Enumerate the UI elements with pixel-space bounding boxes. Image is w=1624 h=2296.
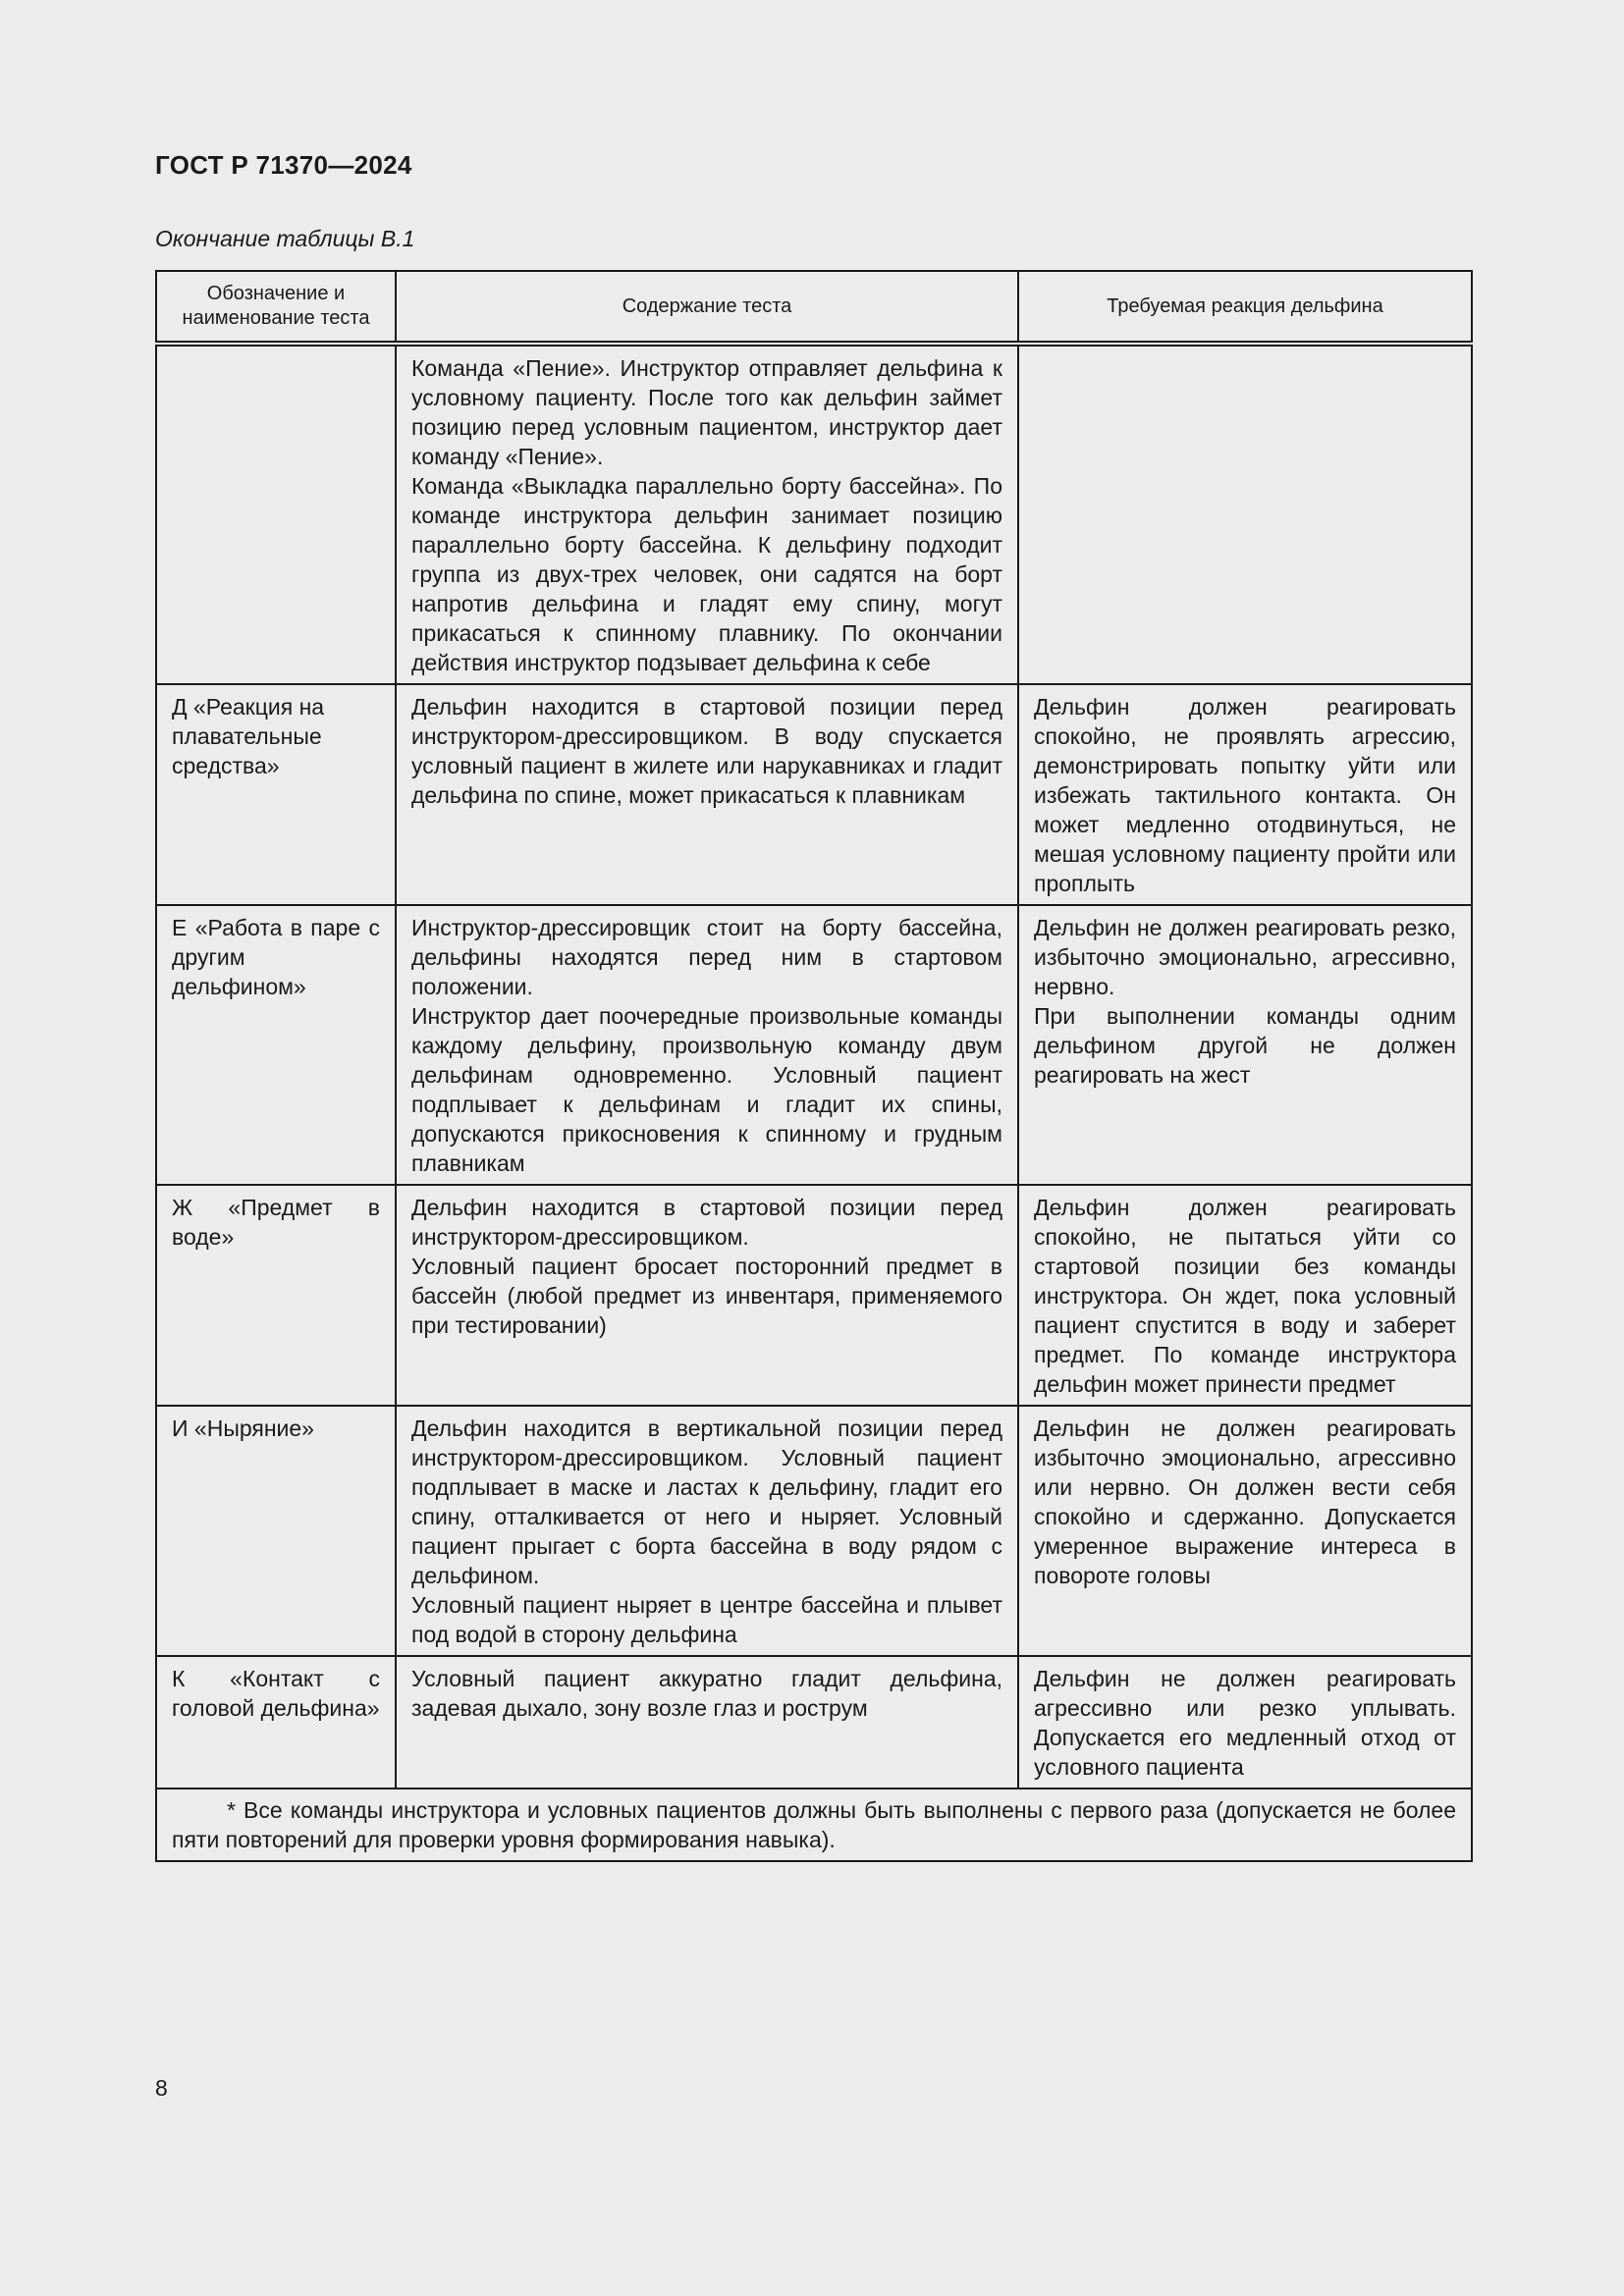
test-name-cell: Д «Реакция на плавательные средства» bbox=[156, 684, 396, 905]
test-name-cell: К «Контакт с головой дельфина» bbox=[156, 1656, 396, 1789]
reaction-paragraph: Дельфин не должен реагировать агрессивно или резко уплывать. Допускается его медленный отход от условного пациента bbox=[1034, 1666, 1456, 1780]
test-content-cell bbox=[396, 1185, 1018, 1406]
test-reaction-cell bbox=[1018, 1185, 1472, 1406]
table-header-row bbox=[156, 271, 1472, 344]
content-paragraph: Команда «Выкладка параллельно борту бассейна». По команде инструктора дельфин занимает позицию параллельно борту бассейна. К дельфину подходит группа из двух-трех человек, они садятся на борт напротив дельфина и гладят ему спину, могут прикасаться к спинному плавнику. По окончании действия инструктор подзывает дельфина к себе bbox=[411, 473, 1002, 675]
test-content-cell bbox=[396, 905, 1018, 1185]
reaction-paragraph: Дельфин должен реагировать спокойно, не проявлять агрессию, демонстрировать попытку уйти или избежать тактильного контакта. Он может медленно отодвинуться, не мешая условному пациенту пройти или проплыть bbox=[1034, 694, 1456, 896]
test-reaction-cell bbox=[1018, 1656, 1472, 1789]
test-name-cell: И «Ныряние» bbox=[156, 1406, 396, 1656]
table-row bbox=[156, 905, 1472, 1185]
test-name-cell: Е «Работа в паре с другим дельфином» bbox=[156, 905, 396, 1185]
test-content-cell bbox=[396, 344, 1018, 684]
content-paragraph: Дельфин находится в стартовой позиции перед инструктором-дрессировщиком. В воду спускается условный пациент в жилете или нарукавниках и гладит дельфина по спине, может прикасаться к плавникам bbox=[411, 694, 1002, 808]
page-number: 8 bbox=[155, 2075, 168, 2101]
table-row bbox=[156, 1656, 1472, 1789]
table-row bbox=[156, 1185, 1472, 1406]
test-reaction-cell bbox=[1018, 905, 1472, 1185]
content-paragraph: Дельфин находится в стартовой позиции перед инструктором-дрессировщиком. bbox=[411, 1195, 1002, 1250]
table-footnote: * Все команды инструктора и условных пациентов должны быть выполнены с первого раза (допускается не более пяти повторений для проверки уровня формирования навыка). bbox=[156, 1789, 1472, 1861]
content-paragraph: Условный пациент ныряет в центре бассейна и плывет под водой в сторону дельфина bbox=[411, 1592, 1002, 1647]
test-reaction-cell bbox=[1018, 684, 1472, 905]
document-header: ГОСТ Р 71370—2024 bbox=[155, 150, 412, 180]
test-reaction-cell bbox=[1018, 344, 1472, 684]
test-reaction-cell bbox=[1018, 1406, 1472, 1656]
tests-table bbox=[155, 270, 1473, 1862]
content-paragraph: Условный пациент аккуратно гладит дельфина, задевая дыхало, зону возле глаз и рострум bbox=[411, 1666, 1002, 1721]
content-paragraph: Команда «Пение». Инструктор отправляет дельфина к условному пациенту. После того как дельфин займет позицию перед условным пациентом, инструктор дает команду «Пение». bbox=[411, 355, 1002, 469]
footnote-row bbox=[156, 1789, 1472, 1861]
table-row bbox=[156, 684, 1472, 905]
test-content-cell bbox=[396, 684, 1018, 905]
reaction-paragraph: Дельфин не должен реагировать резко, избыточно эмоционально, агрессивно, нервно. bbox=[1034, 915, 1456, 999]
test-name-cell: Ж «Предмет в воде» bbox=[156, 1185, 396, 1406]
content-paragraph: Условный пациент бросает посторонний предмет в бассейн (любой предмет из инвентаря, применяемого при тестировании) bbox=[411, 1254, 1002, 1338]
test-content-cell bbox=[396, 1656, 1018, 1789]
table-row bbox=[156, 1406, 1472, 1656]
column-header-content: Содержание теста bbox=[396, 271, 1018, 344]
test-name-cell bbox=[156, 344, 396, 684]
content-paragraph: Инструктор-дрессировщик стоит на борту бассейна, дельфины находятся перед ним в стартовом положении. bbox=[411, 915, 1002, 999]
content-paragraph: Инструктор дает поочередные произвольные команды каждому дельфину, произвольную команду двум дельфинам одновременно. Условный пациент подплывает к дельфинам и гладит их спины, допускаются прикосновения к спинному и грудным плавникам bbox=[411, 1003, 1002, 1176]
reaction-paragraph: При выполнении команды одним дельфином другой не должен реагировать на жест bbox=[1034, 1003, 1456, 1088]
test-content-cell bbox=[396, 1406, 1018, 1656]
content-paragraph: Дельфин находится в вертикальной позиции перед инструктором-дрессировщиком. Условный пациент подплывает в маске и ластах к дельфину, гладит его спину, отталкивается от него и ныряет. Условный пациент прыгает с борта бассейна в воду рядом с дельфином. bbox=[411, 1415, 1002, 1588]
column-header-name: Обозначение и наименование теста bbox=[156, 271, 396, 344]
column-header-reaction: Требуемая реакция дельфина bbox=[1018, 271, 1472, 344]
reaction-paragraph: Дельфин должен реагировать спокойно, не пытаться уйти со стартовой позиции без команды инструктора. Он ждет, пока условный пациент спустится в воду и заберет предмет. По команде инструктора дельфин может принести предмет bbox=[1034, 1195, 1456, 1397]
table-caption: Окончание таблицы В.1 bbox=[155, 226, 415, 251]
reaction-paragraph: Дельфин не должен реагировать избыточно эмоционально, агрессивно или нервно. Он должен вести себя спокойно и сдержанно. Допускается умеренное выражение интереса в повороте головы bbox=[1034, 1415, 1456, 1588]
table-row bbox=[156, 344, 1472, 684]
